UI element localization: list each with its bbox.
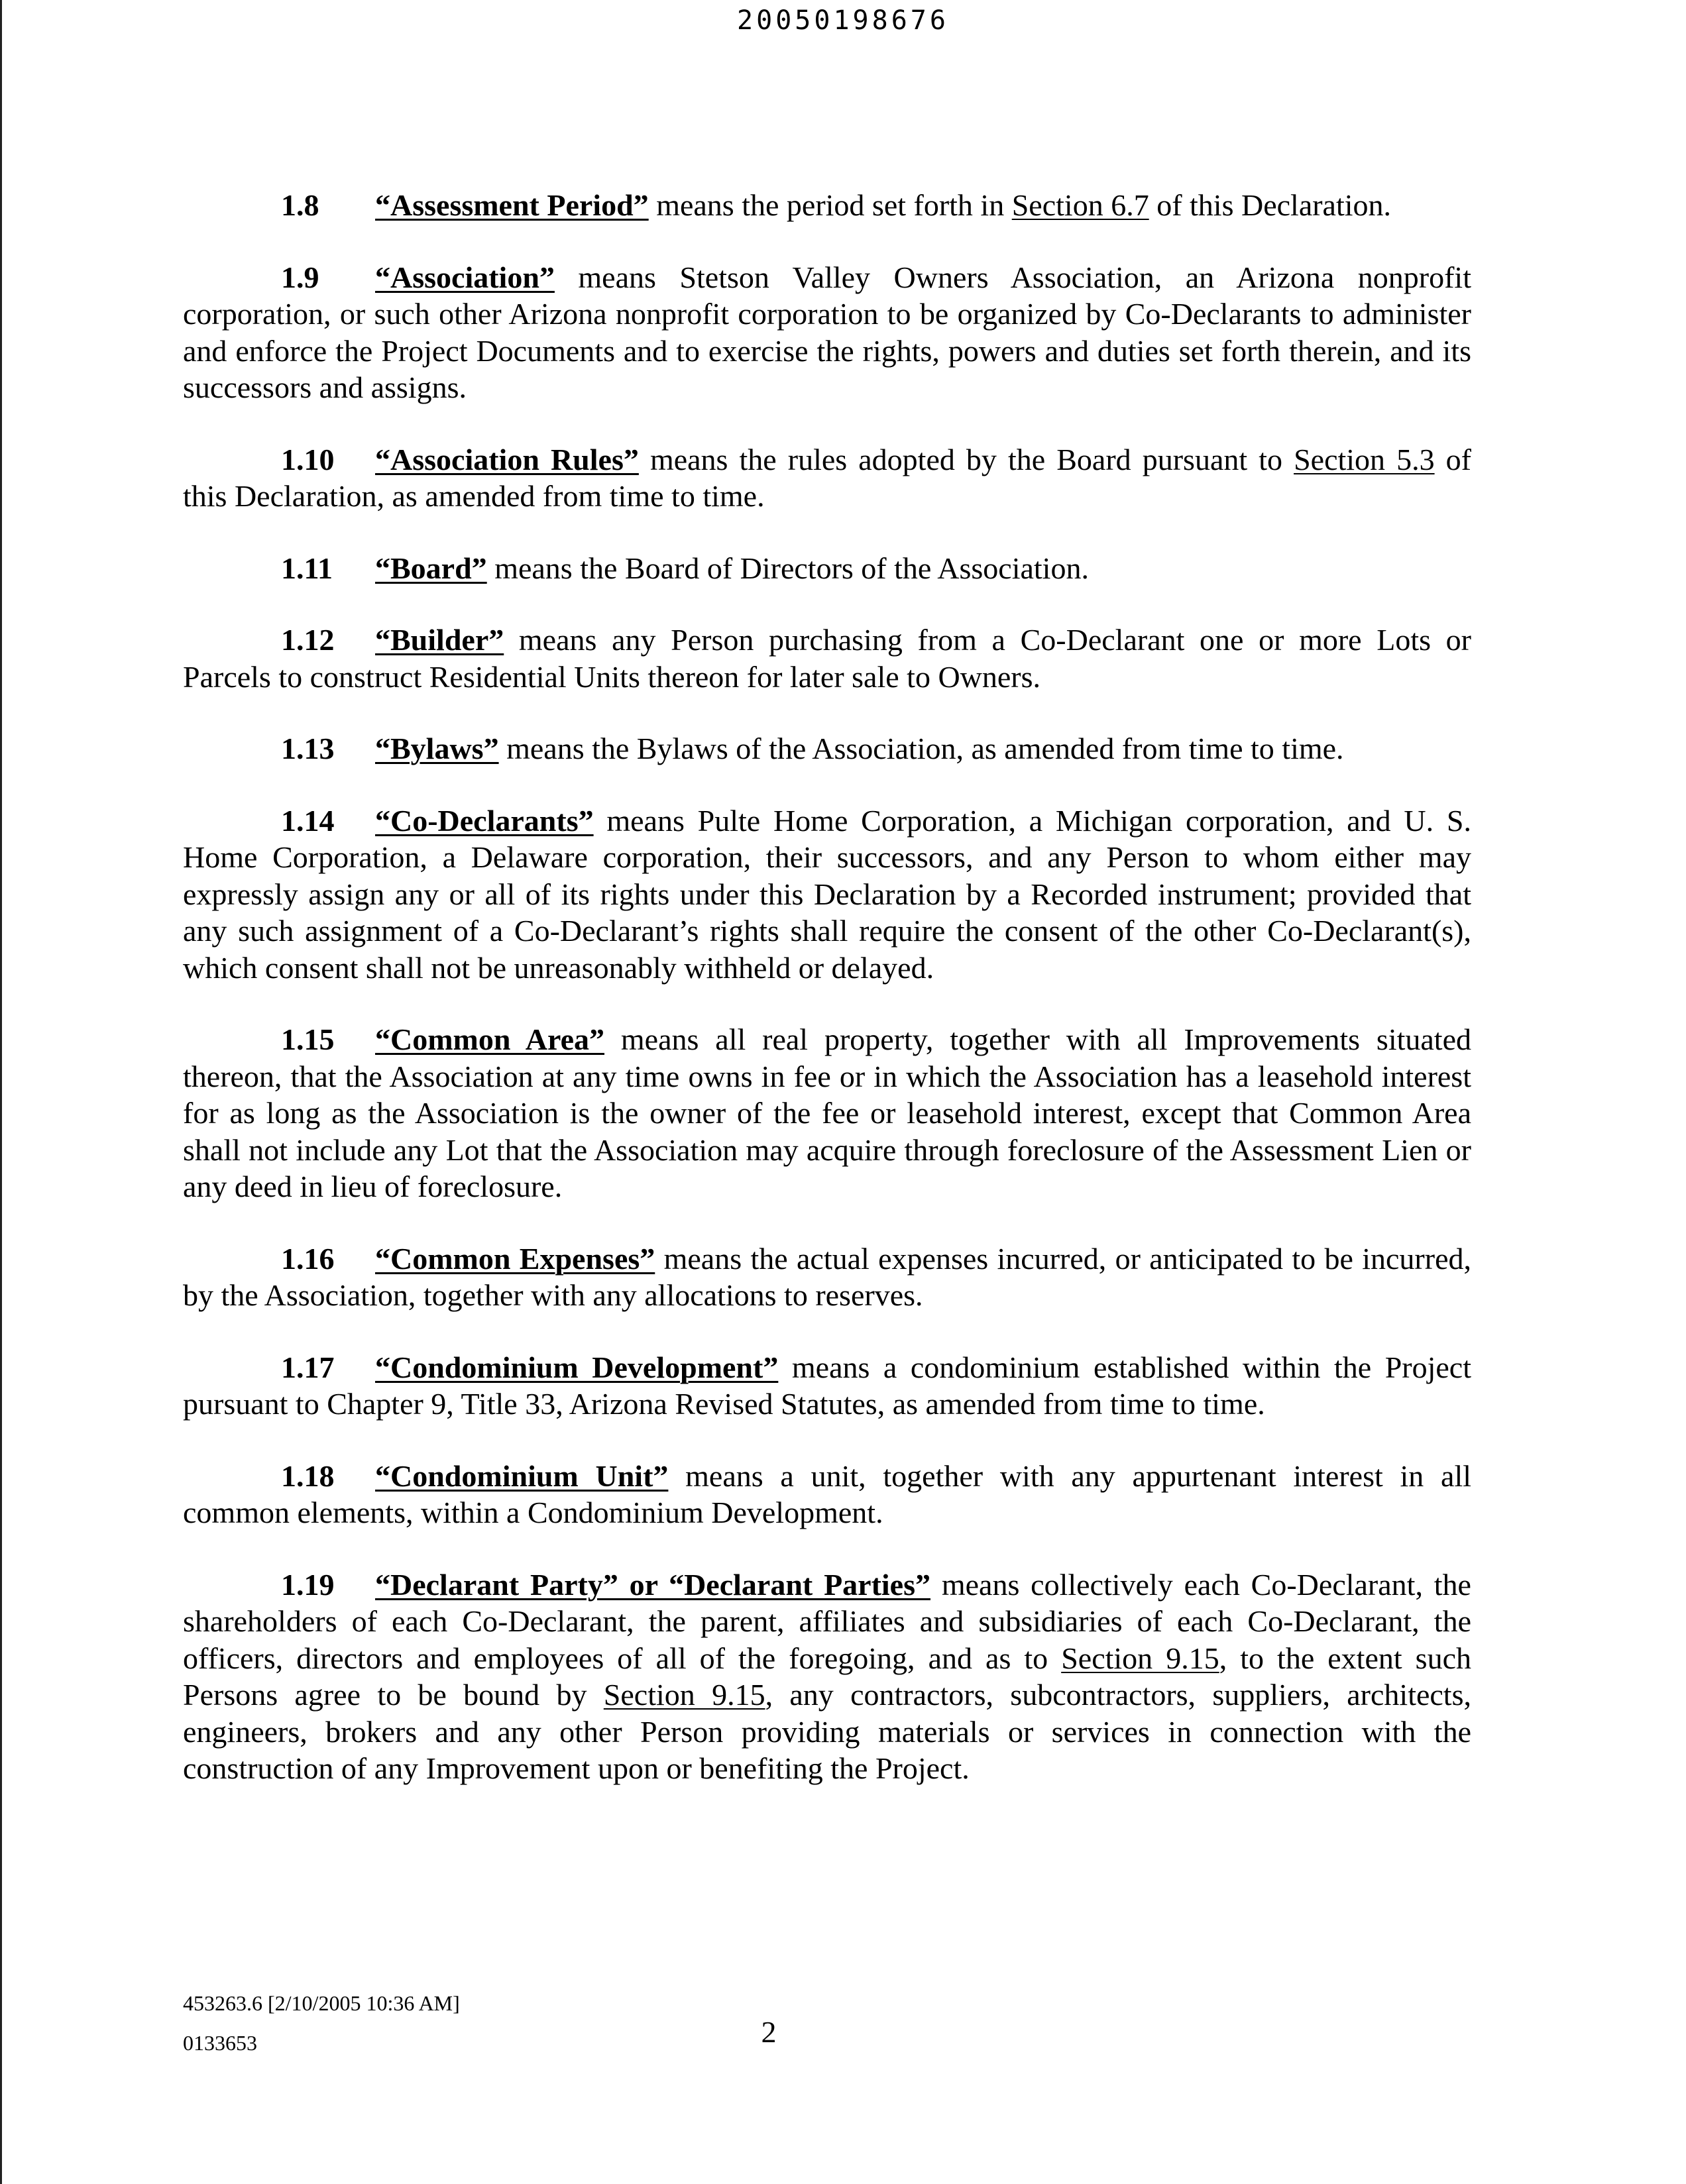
defined-term: “Association” — [375, 260, 555, 294]
section-number: 1.12 — [281, 623, 335, 657]
definition-text: means the Bylaws of the Association, as amended from time to time. — [498, 732, 1344, 765]
definition-text: means the actual expenses incurred, or anticipated to be incurred, by the Association, together with any allocations to reserves. — [183, 1241, 1471, 1312]
defined-term: “Bylaws” — [375, 732, 499, 765]
section-number: 1.19 — [281, 1567, 335, 1602]
section-number: 1.8 — [281, 188, 319, 222]
definition-text: , to the extent such Persons agree to be bound by — [183, 1641, 1471, 1712]
definition-text: means Stetson Valley Owners Association, an Arizona nonprofit corporation, or such other Arizona nonprofit corporation to be organized by Co-Declarants to administer and enforce the Project Documents and to exercise the rights, powers and duties set forth therein, and its successors and assigns. — [183, 260, 1471, 404]
defined-term: “Association Rules” — [375, 442, 639, 476]
definition-text: means the rules adopted by the Board pursuant to — [638, 442, 1294, 476]
definition-text: means collectively each Co-Declarant, the shareholders of each Co-Declarant, the parent, affiliates and subsidiaries of each Co-Declarant, the officers, directors and employees of all of the foregoing, and as to — [183, 1567, 1471, 1675]
defined-term: “Common Expenses” — [375, 1241, 655, 1276]
definition-text: means Pulte Home Corporation, a Michigan corporation, and U. S. Home Corporation, a Delaware corporation, their successors, and any Person to whom either may expressly assign any or all of its rights under this Declaration by a Recorded instrument; provided that any such assignment of a Co-Declarant’s rights shall require the consent of the other Co-Declarant(s), which consent shall not be unreasonably withheld or delayed. — [183, 803, 1471, 985]
definition-paragraph — [183, 1021, 1471, 1205]
definition-paragraph — [183, 802, 1471, 987]
defined-term: “Co-Declarants” — [375, 803, 594, 838]
section-reference: Section 9.15 — [603, 1678, 765, 1712]
footer-matter-number: 0133653 — [183, 2031, 257, 2055]
footer-doc-id: 453263.6 [2/10/2005 10:36 AM] — [183, 1991, 460, 2015]
definition-paragraph — [183, 441, 1471, 515]
defined-term: “Condominium Unit” — [375, 1458, 669, 1493]
section-reference: Section 5.3 — [1294, 442, 1435, 476]
definition-text: of this Declaration. — [1149, 188, 1392, 222]
definition-text: of this Declaration, as amended from time to time. — [183, 442, 1471, 513]
section-number: 1.18 — [281, 1458, 335, 1493]
scan-edge-line — [0, 0, 2, 2184]
section-number: 1.9 — [281, 260, 319, 294]
definition-text: means any Person purchasing from a Co-Declarant one or more Lots or Parcels to construct Residential Units thereon for later sale to Owners. — [183, 623, 1471, 694]
defined-term: “Condominium Development” — [375, 1350, 779, 1384]
section-number: 1.17 — [281, 1350, 335, 1384]
definition-paragraph — [183, 259, 1471, 406]
definition-text: means the Board of Directors of the Association. — [486, 551, 1089, 585]
definition-paragraph — [183, 1349, 1471, 1423]
definition-text: means a condominium established within the Project pursuant to Chapter 9, Title 33, Arizona Revised Statutes, as amended from time to time. — [183, 1350, 1471, 1421]
definition-paragraph — [183, 730, 1471, 767]
definition-text: , any contractors, subcontractors, suppliers, architects, engineers, brokers and any other Person providing materials or services in connection with the construction of any Improvement upon or benefiting the Project. — [183, 1678, 1471, 1785]
section-reference: Section 6.7 — [1011, 188, 1149, 222]
footer-identifiers — [183, 1988, 460, 2067]
defined-term: “Assessment Period” — [375, 188, 649, 222]
definition-paragraph — [183, 622, 1471, 695]
defined-term: “Common Area” — [375, 1022, 605, 1056]
defined-term: “Declarant Party” or “Declarant Parties” — [375, 1567, 930, 1602]
definition-text: means all real property, together with all Improvements situated thereon, that the Association at any time owns in fee or in which the Association has a leasehold interest for as long as the Association is the owner of the fee or leasehold interest, except that Common Area shall not include any Lot that the Association may acquire through foreclosure of the Assessment Lien or any deed in lieu of foreclosure. — [183, 1022, 1471, 1203]
definition-paragraph — [183, 1458, 1471, 1531]
page-number: 2 — [761, 2015, 777, 2049]
definition-paragraph — [183, 187, 1471, 224]
section-reference: Section 9.15 — [1061, 1641, 1219, 1675]
definition-paragraph — [183, 1566, 1471, 1787]
document-number: 20050198676 — [737, 5, 949, 36]
section-number: 1.11 — [281, 551, 333, 585]
defined-term: “Builder” — [375, 623, 504, 657]
section-number: 1.10 — [281, 442, 335, 476]
definition-text: means the period set forth in — [648, 188, 1012, 222]
definition-paragraph — [183, 550, 1471, 587]
definition-text: means a unit, together with any appurtenant interest in all common elements, within a Condominium Development. — [183, 1458, 1472, 1529]
section-number: 1.13 — [281, 732, 335, 765]
section-number: 1.16 — [281, 1241, 335, 1276]
defined-term: “Board” — [375, 551, 487, 585]
section-number: 1.15 — [281, 1022, 335, 1056]
definition-paragraph — [183, 1240, 1471, 1314]
definitions-body — [183, 187, 1471, 1822]
section-number: 1.14 — [281, 803, 335, 838]
